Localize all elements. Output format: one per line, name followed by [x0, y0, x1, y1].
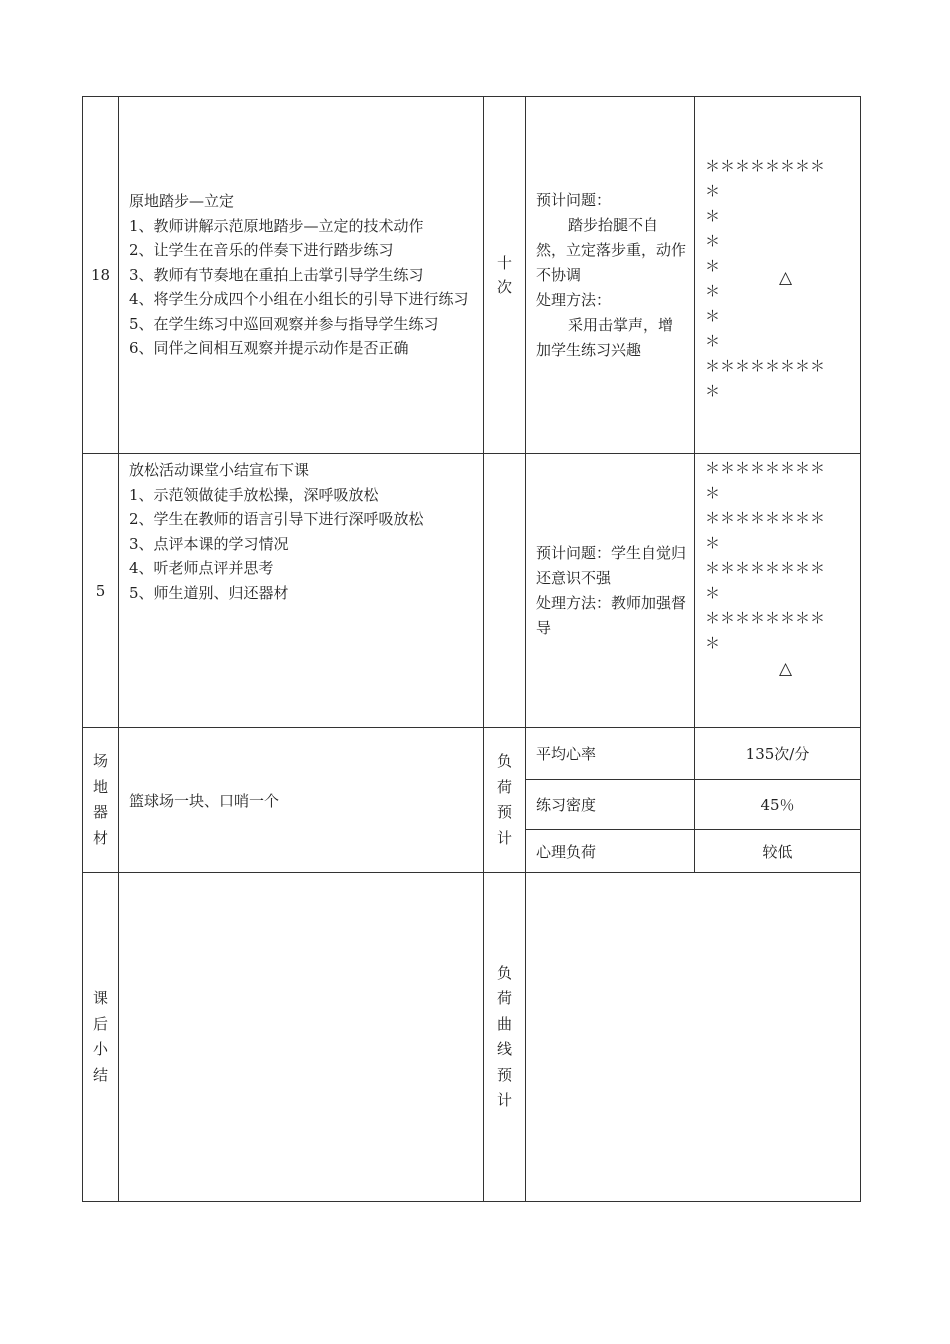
- method-label: 处理方法：: [536, 290, 612, 309]
- content-line: 5、师生道别、归还器材: [129, 583, 289, 602]
- problem-label: 预计问题：: [536, 190, 612, 209]
- table-row: [83, 873, 861, 1202]
- count-text: 十 次: [497, 254, 513, 296]
- table-row: [83, 97, 861, 454]
- equipment-value: 篮球场一块、口哨一个: [119, 728, 484, 873]
- load-curve-label: 负 荷 曲 线 预 计: [484, 873, 526, 1202]
- student-formation: ＊＊＊＊＊＊＊＊ ＊ ＊ ＊ ＊ ＊ ＊ ＊ ＊＊＊＊＊＊＊＊ ＊: [705, 157, 826, 400]
- content-line: 3、教师有节奏地在重拍上击掌引导学生练习: [129, 265, 424, 284]
- count-cell: [484, 97, 526, 454]
- content-line: 4、听老师点评并思考: [129, 559, 274, 577]
- table-row: [83, 454, 861, 728]
- metric-value: 135次/分: [695, 728, 861, 780]
- formation-diagram: [695, 454, 861, 728]
- content-line: 1、教师讲解示范原地踏步—立定的技术动作: [129, 216, 424, 235]
- content-line: 4、将学生分成四个小组在小组长的引导下进行练习: [129, 290, 469, 309]
- content-line: 2、让学生在音乐的伴奏下进行踏步练习: [129, 241, 394, 260]
- content-line: 1、示范领做徒手放松操，深呼吸放松: [129, 485, 379, 504]
- issue-cell: [526, 97, 695, 454]
- student-formation: ＊＊＊＊＊＊＊＊ ＊ ＊＊＊＊＊＊＊＊ ＊ ＊＊＊＊＊＊＊＊ ＊ ＊＊＊＊＊＊＊＊ ＊: [705, 459, 826, 652]
- problem-text: 预计问题：学生自觉归还意识不强: [536, 543, 687, 587]
- content-line: 5、在学生练习中巡回观察并参与指导学生练习: [129, 314, 439, 333]
- content-title: 放松活动课堂小结宣布下课: [129, 461, 310, 479]
- problem-text: 踏步抬腿不自然，立定落步重，动作不协调: [536, 215, 687, 284]
- summary-label: 课 后 小 结: [83, 873, 119, 1202]
- metric-name: 平均心率: [526, 728, 695, 780]
- content-line: 3、点评本课的学习情况: [129, 534, 289, 553]
- content-cell: [119, 454, 484, 728]
- content-cell: [119, 97, 484, 454]
- table-row: [83, 728, 861, 780]
- content-line: 2、学生在教师的语言引导下进行深呼吸放松: [129, 510, 424, 528]
- load-curve-area: [526, 873, 861, 1202]
- content-title: 原地踏步—立定: [129, 192, 235, 211]
- method-text: 采用击掌声，增加学生练习兴趣: [536, 315, 674, 359]
- metric-name: 练习密度: [526, 780, 695, 830]
- equipment-label: 场 地 器 材: [83, 728, 119, 873]
- formation-diagram: [695, 97, 861, 454]
- method-text: 处理方法：教师加强督导: [536, 593, 687, 637]
- summary-content: [119, 873, 484, 1202]
- metric-value: 较低: [695, 830, 861, 873]
- teacher-triangle-icon: △: [779, 659, 793, 679]
- teacher-triangle-icon: △: [779, 268, 793, 288]
- count-cell: [484, 454, 526, 728]
- time-cell: 18: [83, 97, 119, 454]
- time-cell: 5: [83, 454, 119, 728]
- lesson-plan-table: [82, 96, 861, 1202]
- metric-value: 45％: [695, 780, 861, 830]
- issue-cell: [526, 454, 695, 728]
- content-line: 6、同伴之间相互观察并提示动作是否正确: [129, 339, 409, 358]
- metric-name: 心理负荷: [526, 830, 695, 873]
- load-estimate-label: 负 荷 预 计: [484, 728, 526, 873]
